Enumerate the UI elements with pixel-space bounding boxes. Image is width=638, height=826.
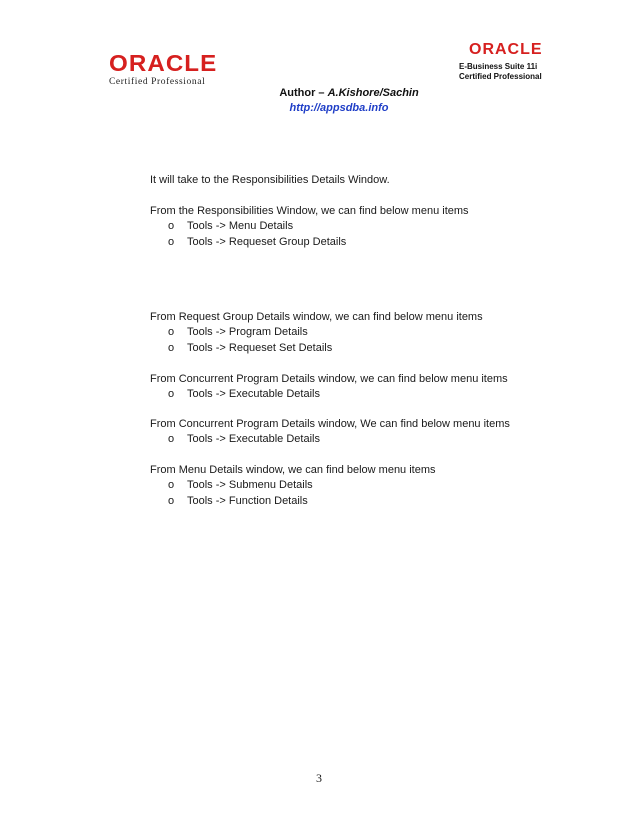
bullet-list: [168, 477, 313, 509]
logo-wordmark: ORACLE: [109, 50, 218, 76]
list-item-text: Tools -> Submenu Details: [187, 479, 313, 491]
paragraph: From Concurrent Program Details window, we can find below menu items: [150, 373, 508, 385]
paragraph: From Concurrent Program Details window, We can find below menu items: [150, 418, 510, 430]
list-item: [168, 324, 332, 340]
bullet-list: [168, 324, 332, 356]
bullet-list: [168, 431, 320, 447]
author-name: A.Kishore/Sachin: [327, 87, 419, 99]
logo-wordmark-right: ORACLE: [469, 41, 543, 58]
list-item-text: Tools -> Requeset Set Details: [187, 342, 333, 354]
list-item: [168, 477, 313, 493]
bullet-mark: o: [168, 388, 175, 400]
paragraph: From Menu Details window, we can find below menu items: [150, 464, 436, 476]
list-item-text: Tools -> Requeset Group Details: [187, 236, 347, 248]
bullet-mark: o: [168, 433, 175, 445]
list-item-text: Tools -> Program Details: [187, 326, 308, 338]
oracle-ebs-certified-logo: [459, 42, 559, 82]
paragraph: From Request Group Details window, we can find below menu items: [150, 311, 483, 323]
paragraph: It will take to the Responsibilities Details Window.: [150, 174, 390, 186]
list-item: [168, 340, 332, 356]
bullet-mark: o: [168, 326, 175, 338]
author-prefix: Author –: [279, 87, 325, 99]
bullet-list: [168, 218, 346, 250]
logo-line-certified: Certified Professional: [459, 72, 542, 81]
bullet-list: [168, 386, 320, 402]
list-item: [168, 386, 320, 402]
oracle-certified-professional-logo: [109, 50, 218, 87]
author-block: [0, 86, 638, 116]
logo-tagline: Certified Professional: [109, 77, 206, 87]
bullet-mark: o: [168, 220, 175, 232]
list-item: [168, 493, 313, 509]
paragraph: From the Responsibilities Window, we can find below menu items: [150, 205, 469, 217]
list-item: [168, 234, 346, 250]
list-item-text: Tools -> Executable Details: [187, 388, 320, 400]
author-url-link[interactable]: http://appsdba.info: [289, 102, 389, 114]
list-item-text: Tools -> Menu Details: [187, 220, 294, 232]
bullet-mark: o: [168, 342, 175, 354]
list-item-text: Tools -> Executable Details: [187, 433, 320, 445]
bullet-mark: o: [168, 236, 175, 248]
bullet-mark: o: [168, 479, 175, 491]
page-number: 3: [316, 771, 322, 785]
list-item-text: Tools -> Function Details: [187, 495, 308, 507]
bullet-mark: o: [168, 495, 175, 507]
list-item: [168, 431, 320, 447]
list-item: [168, 218, 346, 234]
logo-line-suite: E-Business Suite 11i: [459, 62, 538, 71]
